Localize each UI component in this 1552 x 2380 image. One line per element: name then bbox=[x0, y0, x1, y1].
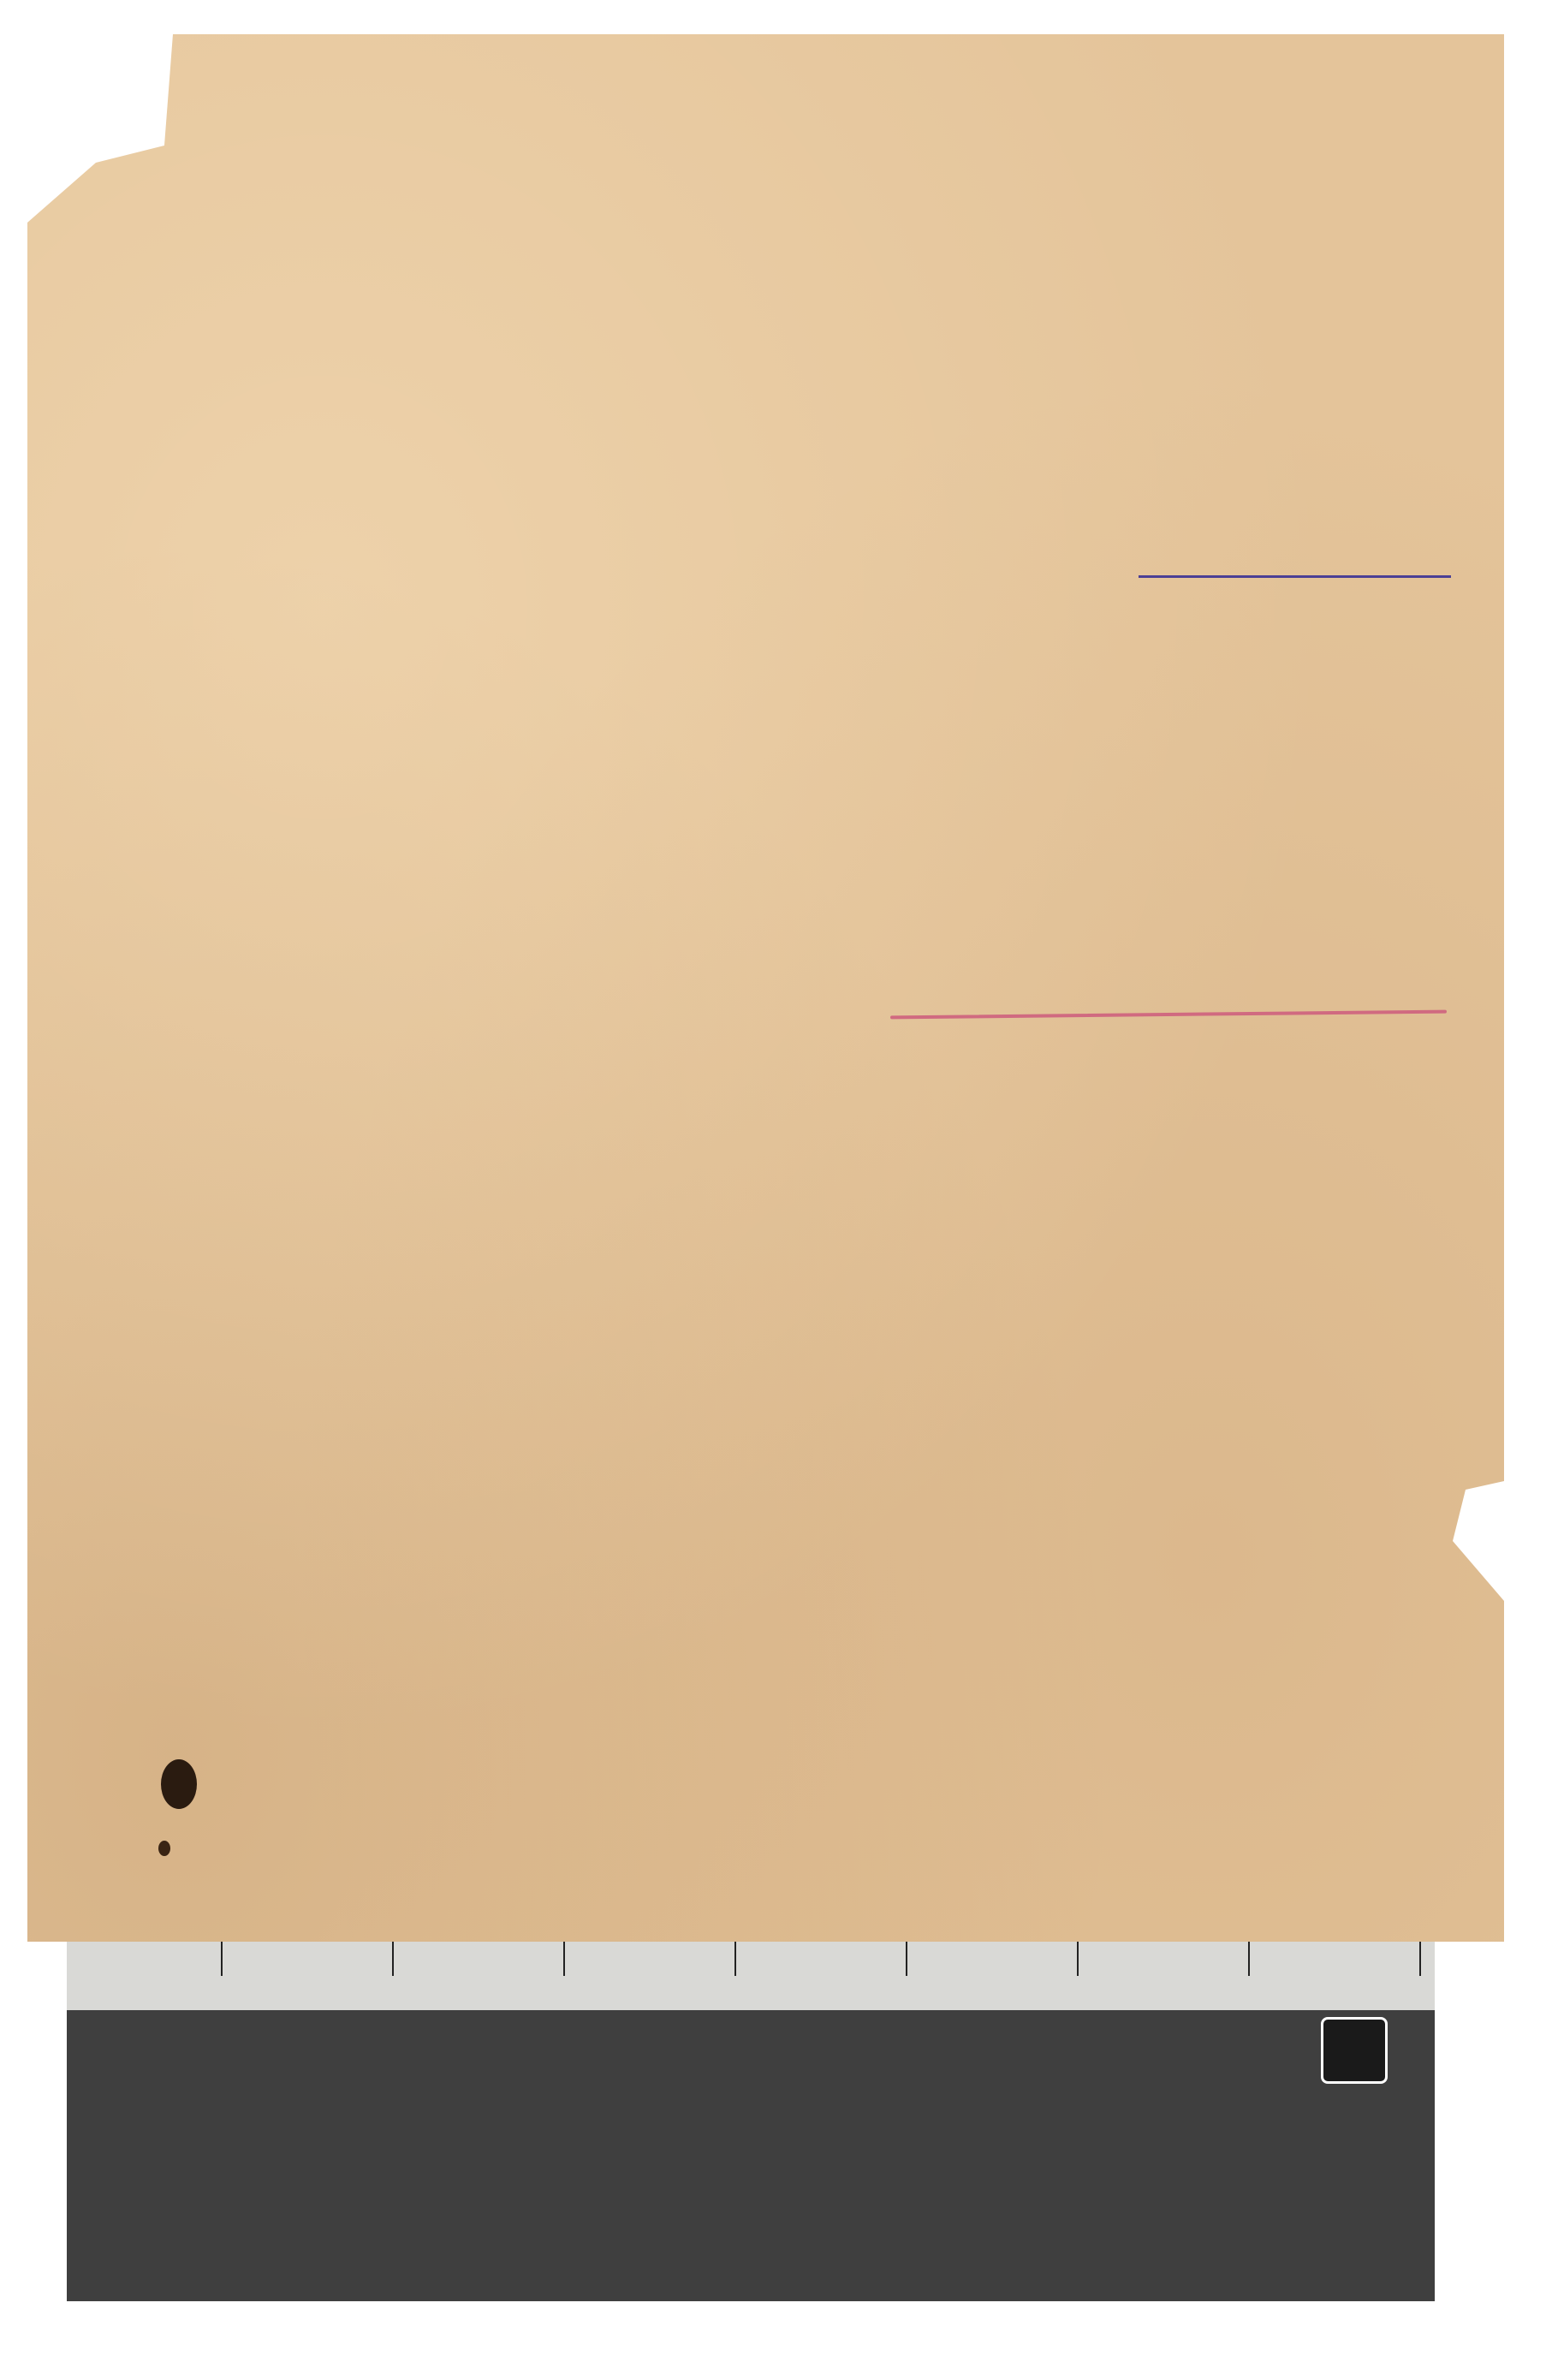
document-page bbox=[27, 34, 1504, 1942]
inch-ruler bbox=[67, 1942, 1435, 2010]
kodak-logo bbox=[1321, 2017, 1388, 2084]
ink-blot bbox=[158, 1841, 170, 1856]
patch-row-bottom bbox=[67, 2207, 1435, 2301]
patch-row-top bbox=[67, 2115, 1435, 2207]
destination-underline bbox=[1139, 575, 1451, 578]
ink-blot bbox=[161, 1759, 197, 1809]
kodak-color-target bbox=[67, 1942, 1435, 2301]
